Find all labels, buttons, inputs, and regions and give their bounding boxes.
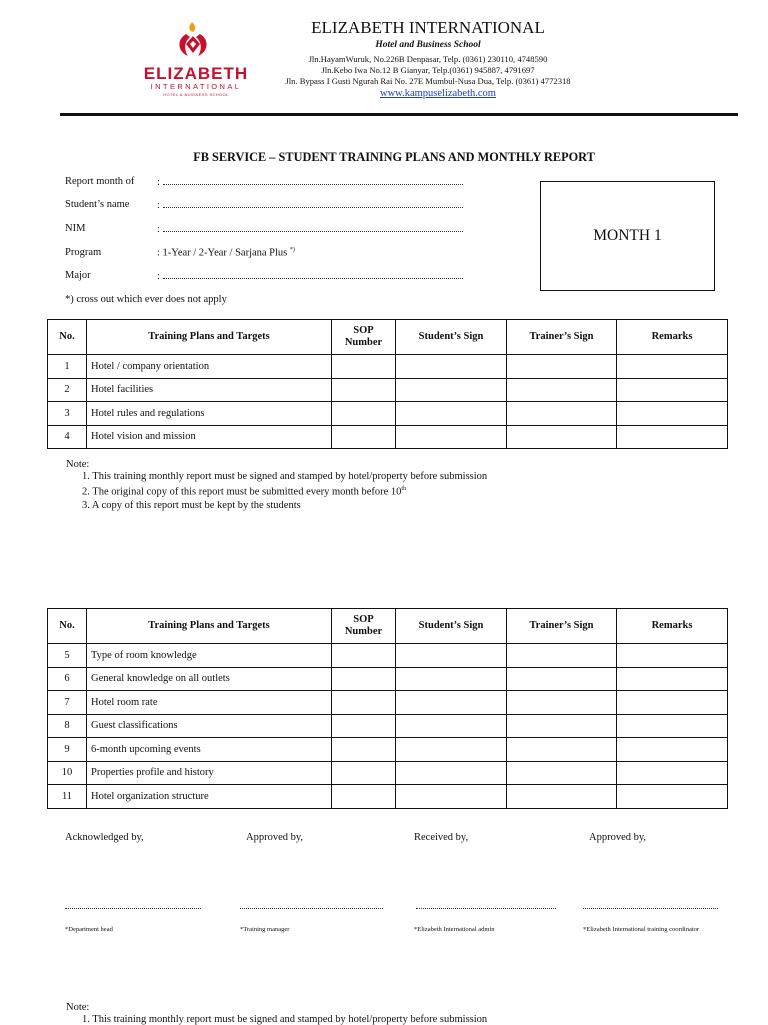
signature-line[interactable] (240, 908, 383, 909)
header-divider (60, 113, 738, 116)
sop-cell[interactable] (332, 691, 396, 715)
remarks-cell[interactable] (617, 378, 728, 402)
table-header-row (48, 609, 728, 644)
form-title: FB SERVICE – STUDENT TRAINING PLANS AND MONTHLY REPORT (193, 150, 595, 164)
col-header-remarks: Remarks (617, 320, 728, 355)
trainer-sign-cell[interactable] (507, 355, 617, 379)
signature-label-received: Received by, (414, 832, 469, 843)
row-number: 11 (48, 785, 87, 809)
col-header-plans: Training Plans and Targets (87, 320, 332, 355)
sop-cell[interactable] (332, 355, 396, 379)
student-sign-cell[interactable] (396, 378, 507, 402)
sop-cell[interactable] (332, 738, 396, 762)
dotted-line (163, 270, 463, 279)
table-row (48, 785, 728, 809)
sop-cell[interactable] (332, 667, 396, 691)
trainer-sign-cell[interactable] (507, 761, 617, 785)
remarks-cell[interactable] (617, 738, 728, 762)
row-plan: Properties profile and history (87, 761, 332, 785)
trainer-sign-cell[interactable] (507, 738, 617, 762)
remarks-cell[interactable] (617, 425, 728, 449)
remarks-cell[interactable] (617, 402, 728, 426)
student-sign-cell[interactable] (396, 761, 507, 785)
col-header-remarks: Remarks (617, 609, 728, 644)
signature-label-approved: Approved by, (246, 832, 304, 843)
row-plan: Hotel facilities (87, 378, 332, 402)
signature-role: *Elizabeth International training coordinator (583, 926, 700, 933)
row-number: 8 (48, 714, 87, 738)
row-plan: Hotel room rate (87, 691, 332, 715)
row-plan: Hotel vision and mission (87, 425, 332, 449)
dotted-line (163, 199, 463, 208)
note-title: Note: (66, 1002, 90, 1013)
row-plan: Type of room knowledge (87, 644, 332, 668)
col-header-sop: SOP Number (332, 320, 396, 355)
field-label-student-name: Student’s name (65, 199, 130, 210)
col-header-sop: SOP Number (332, 609, 396, 644)
field-label-report-month: Report month of (65, 176, 135, 187)
trainer-sign-cell[interactable] (507, 402, 617, 426)
remarks-cell[interactable] (617, 785, 728, 809)
student-sign-cell[interactable] (396, 691, 507, 715)
table-row (48, 738, 728, 762)
address-line: Jln.Kebo Iwa No.12 B Gianyar, Telp.(0361) 945887, 4791697 (321, 65, 535, 75)
logo-tagline: HOTEL & BUSINESS SCHOOL (163, 92, 229, 97)
col-header-student-sign: Student’s Sign (396, 320, 507, 355)
col-header-no: No. (48, 320, 87, 355)
remarks-cell[interactable] (617, 355, 728, 379)
training-table-2 (47, 608, 728, 809)
signature-role: *Elizabeth International admin (414, 926, 495, 933)
student-sign-cell[interactable] (396, 355, 507, 379)
row-plan: Hotel rules and regulations (87, 402, 332, 426)
student-sign-cell[interactable] (396, 402, 507, 426)
sop-cell[interactable] (332, 761, 396, 785)
table-row (48, 425, 728, 449)
row-number: 6 (48, 667, 87, 691)
trainer-sign-cell[interactable] (507, 644, 617, 668)
table-row (48, 378, 728, 402)
trainer-sign-cell[interactable] (507, 714, 617, 738)
month-box: MONTH 1 (540, 181, 715, 291)
student-sign-cell[interactable] (396, 738, 507, 762)
trainer-sign-cell[interactable] (507, 785, 617, 809)
trainer-sign-cell[interactable] (507, 691, 617, 715)
field-report-month[interactable]: : (157, 176, 463, 188)
student-sign-cell[interactable] (396, 714, 507, 738)
note-item: 2. The original copy of this report must be submitted every month before 10th (82, 486, 407, 498)
field-label-program: Program (65, 247, 102, 258)
student-sign-cell[interactable] (396, 667, 507, 691)
table-row (48, 644, 728, 668)
remarks-cell[interactable] (617, 761, 728, 785)
trainer-sign-cell[interactable] (507, 667, 617, 691)
field-label-nim: NIM (65, 223, 86, 234)
table-row (48, 761, 728, 785)
row-number: 1 (48, 355, 87, 379)
sop-cell[interactable] (332, 425, 396, 449)
training-table-1 (47, 319, 728, 449)
note-item: 1. This training monthly report must be signed and stamped by hotel/property before submission (82, 1014, 488, 1025)
school-subtitle: Hotel and Business School (375, 40, 481, 50)
table-row (48, 402, 728, 426)
note-title: Note: (66, 459, 90, 470)
sop-cell[interactable] (332, 785, 396, 809)
sop-cell[interactable] (332, 402, 396, 426)
signature-role: *Training manager (240, 926, 290, 933)
field-nim[interactable]: : (157, 223, 463, 235)
table-row (48, 355, 728, 379)
signature-label-acknowledged: Acknowledged by, (65, 832, 144, 843)
field-program[interactable]: : 1-Year / 2-Year / Sarjana Plus *) (157, 247, 295, 259)
table-header-row (48, 320, 728, 355)
sop-cell[interactable] (332, 714, 396, 738)
row-number: 7 (48, 691, 87, 715)
table-row (48, 691, 728, 715)
row-number: 10 (48, 761, 87, 785)
cross-out-note: *) cross out which ever does not apply (65, 294, 227, 305)
row-number: 3 (48, 402, 87, 426)
remarks-cell[interactable] (617, 667, 728, 691)
row-plan: General knowledge on all outlets (87, 667, 332, 691)
row-number: 2 (48, 378, 87, 402)
sop-cell[interactable] (332, 378, 396, 402)
col-header-no: No. (48, 609, 87, 644)
address-line: Jln.HayamWuruk, No.226B Denpasar, Telp. (0361) 230110, 4748590 (308, 54, 548, 64)
signature-line[interactable] (583, 908, 718, 909)
row-plan: 6-month upcoming events (87, 738, 332, 762)
address-line: Jln. Bypass I Gusti Ngurah Rai No. 27E Mumbul-Nusa Dua, Telp. (0361) 4772318 (285, 76, 571, 86)
flame-logo-icon (140, 20, 252, 64)
col-header-student-sign: Student’s Sign (396, 609, 507, 644)
trainer-sign-cell[interactable] (507, 425, 617, 449)
field-label-major: Major (65, 270, 91, 281)
website-link[interactable]: www.kampuselizabeth.com (380, 88, 496, 99)
school-name: ELIZABETH INTERNATIONAL (311, 18, 545, 37)
remarks-cell[interactable] (617, 644, 728, 668)
dotted-line (163, 223, 463, 232)
col-header-plans: Training Plans and Targets (87, 609, 332, 644)
logo-wordmark: ELIZABETH (143, 64, 249, 83)
sop-cell[interactable] (332, 644, 396, 668)
student-sign-cell[interactable] (396, 785, 507, 809)
school-logo (140, 20, 252, 100)
field-student-name[interactable]: : (157, 199, 463, 211)
field-major[interactable]: : (157, 270, 463, 282)
logo-subtitle: INTERNATIONAL (150, 82, 242, 91)
signature-line[interactable] (416, 908, 556, 909)
signature-line[interactable] (65, 908, 201, 909)
student-sign-cell[interactable] (396, 644, 507, 668)
note-item: 3. A copy of this report must be kept by the students (82, 500, 301, 511)
row-number: 9 (48, 738, 87, 762)
note-item: 1. This training monthly report must be signed and stamped by hotel/property before submission (82, 471, 488, 482)
signature-role: *Department head (65, 926, 113, 933)
remarks-cell[interactable] (617, 691, 728, 715)
row-plan: Hotel / company orientation (87, 355, 332, 379)
student-sign-cell[interactable] (396, 425, 507, 449)
trainer-sign-cell[interactable] (507, 378, 617, 402)
col-header-trainer-sign: Trainer’s Sign (507, 320, 617, 355)
signature-label-approved-2: Approved by, (589, 832, 647, 843)
col-header-trainer-sign: Trainer’s Sign (507, 609, 617, 644)
row-number: 4 (48, 425, 87, 449)
row-plan: Hotel organization structure (87, 785, 332, 809)
row-number: 5 (48, 644, 87, 668)
dotted-line (163, 176, 463, 185)
table-row (48, 714, 728, 738)
row-plan: Guest classifications (87, 714, 332, 738)
table-row (48, 667, 728, 691)
remarks-cell[interactable] (617, 714, 728, 738)
